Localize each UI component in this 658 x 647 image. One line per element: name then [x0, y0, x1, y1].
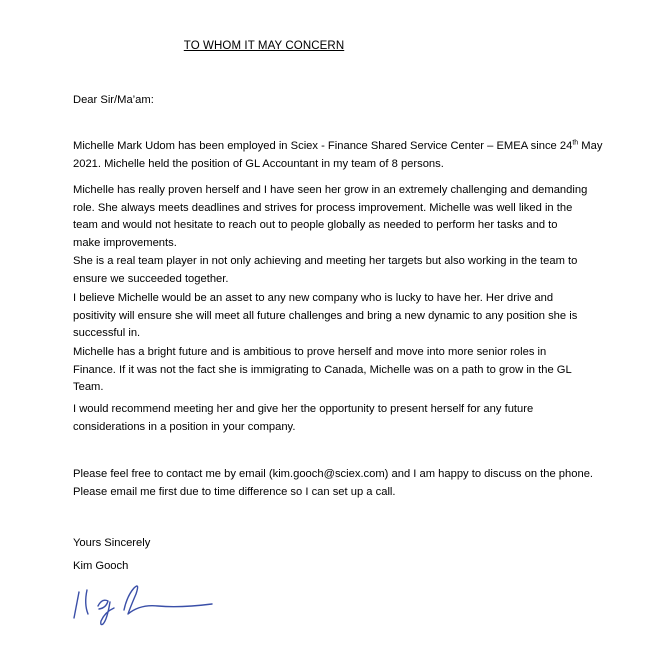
- paragraph-contact: [73, 466, 613, 501]
- paragraph-line: Team.: [73, 381, 104, 393]
- letter-heading: TO WHOM IT MAY CONCERN: [183, 40, 345, 52]
- paragraph-line: considerations in a position in your company.: [73, 420, 296, 433]
- paragraph-performance: [73, 182, 613, 252]
- closing: Yours Sincerely: [73, 537, 151, 549]
- paragraph-line: Michelle has a bright future and is ambitious to prove herself and move into more senior roles in: [73, 346, 547, 358]
- paragraph-teamwork: [73, 253, 613, 288]
- paragraph-line: She is a real team player in not only achieving and meeting her targets but also working in the team to: [73, 255, 578, 267]
- paragraph-future: [73, 344, 613, 397]
- paragraph-asset: [73, 290, 613, 343]
- signer-name: Kim Gooch: [73, 560, 129, 572]
- handwritten-signature: [70, 578, 220, 628]
- paragraph-line: ensure we succeeded together.: [73, 272, 229, 285]
- paragraph-line: successful in.: [73, 327, 141, 339]
- paragraph-line: Please email me first due to time difference so I can set up a call.: [73, 485, 396, 498]
- paragraph-line: 2021. Michelle held the position of GL Accountant in my team of 8 persons.: [73, 157, 444, 170]
- paragraph-line: positivity will ensure she will meet all future challenges and bring a new dynamic to any position she is: [73, 309, 578, 322]
- paragraph-line: Finance. If it was not the fact she is immigrating to Canada, Michelle was on a path to grow in the GL: [73, 363, 572, 376]
- paragraph-recommendation: [73, 401, 613, 436]
- paragraph-line: role. She always meets deadlines and strives for process improvement. Michelle was well liked in the: [73, 201, 573, 214]
- paragraph-employment: [73, 138, 613, 173]
- paragraph-line: Michelle has really proven herself and I have seen her grow in an extremely challenging and demanding: [73, 184, 588, 196]
- paragraph-line: Michelle Mark Udom has been employed in Sciex - Finance Shared Service Center – EMEA since 24th May: [73, 139, 603, 152]
- paragraph-line: make improvements.: [73, 236, 177, 249]
- paragraph-line: team and would not hesitate to reach out to people globally as needed to perform her tasks and to: [73, 219, 558, 231]
- salutation: Dear Sir/Ma’am:: [73, 94, 154, 106]
- paragraph-line: Please feel free to contact me by email (kim.gooch@sciex.com) and I am happy to discuss on the phone.: [73, 468, 594, 480]
- paragraph-line: I would recommend meeting her and give her the opportunity to present herself for any future: [73, 403, 534, 415]
- paragraph-line: I believe Michelle would be an asset to any new company who is lucky to have her. Her drive and: [73, 292, 554, 304]
